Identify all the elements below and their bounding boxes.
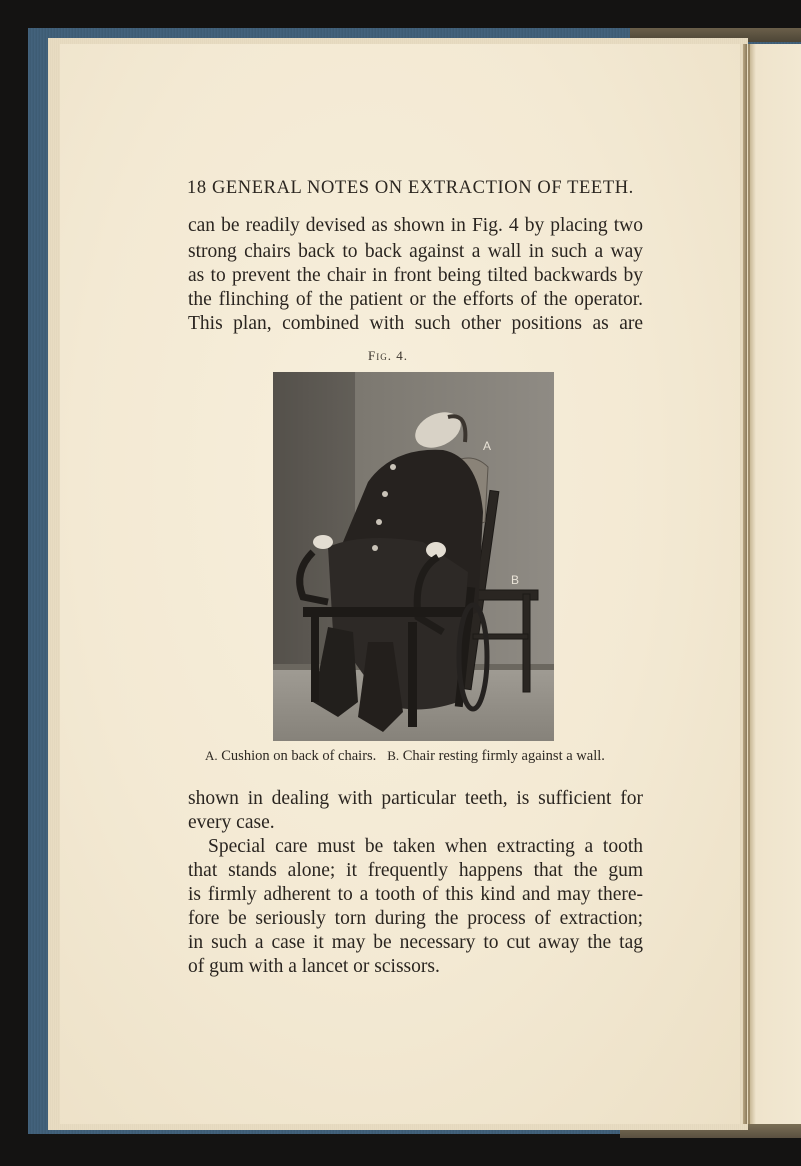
caption-text-a: Cushion on back of chairs.	[221, 748, 377, 764]
patient-in-chair-illustration	[273, 372, 554, 741]
caption-text-b: Chair resting firmly against a wall.	[402, 748, 605, 764]
body-line: is firmly adherent to a tooth of this kind and may there-	[188, 884, 643, 905]
caption-key-b: B.	[387, 748, 400, 763]
body-line: This plan, combined with such other positions as are	[188, 313, 643, 334]
caption-key-a: A.	[205, 748, 218, 763]
body-line: the flinching of the patient or the efforts of the operator.	[188, 289, 643, 310]
body-line: in such a case it may be necessary to cut away the tag	[188, 932, 643, 953]
running-title: GENERAL NOTES ON EXTRACTION OF TEETH.	[211, 178, 634, 198]
body-line: can be readily devised as shown in Fig. 4 by placing two	[188, 215, 643, 236]
facing-page-edge	[748, 44, 801, 1124]
running-header	[187, 178, 634, 199]
page-number: 18	[187, 178, 207, 198]
body-line: Special care must be taken when extracting a tooth	[208, 836, 643, 857]
figure-marker-a: A	[483, 439, 492, 453]
figure-caption	[205, 748, 605, 765]
body-line: every case.	[188, 812, 275, 833]
figure-marker-b: B	[511, 573, 520, 587]
body-line: as to prevent the chair in front being tilted backwards by	[188, 265, 643, 286]
body-line: fore be seriously torn during the process of extraction;	[188, 908, 643, 929]
body-line: shown in dealing with particular teeth, is sufficient for	[188, 788, 643, 809]
figure-photograph	[273, 372, 554, 741]
body-line: strong chairs back to back against a wall in such a way	[188, 241, 643, 262]
body-line: of gum with a lancet or scissors.	[188, 956, 440, 977]
book-gutter	[743, 44, 747, 1124]
figure-label: Fig. 4.	[368, 348, 408, 363]
body-line: that stands alone; it frequently happens that the gum	[188, 860, 643, 881]
